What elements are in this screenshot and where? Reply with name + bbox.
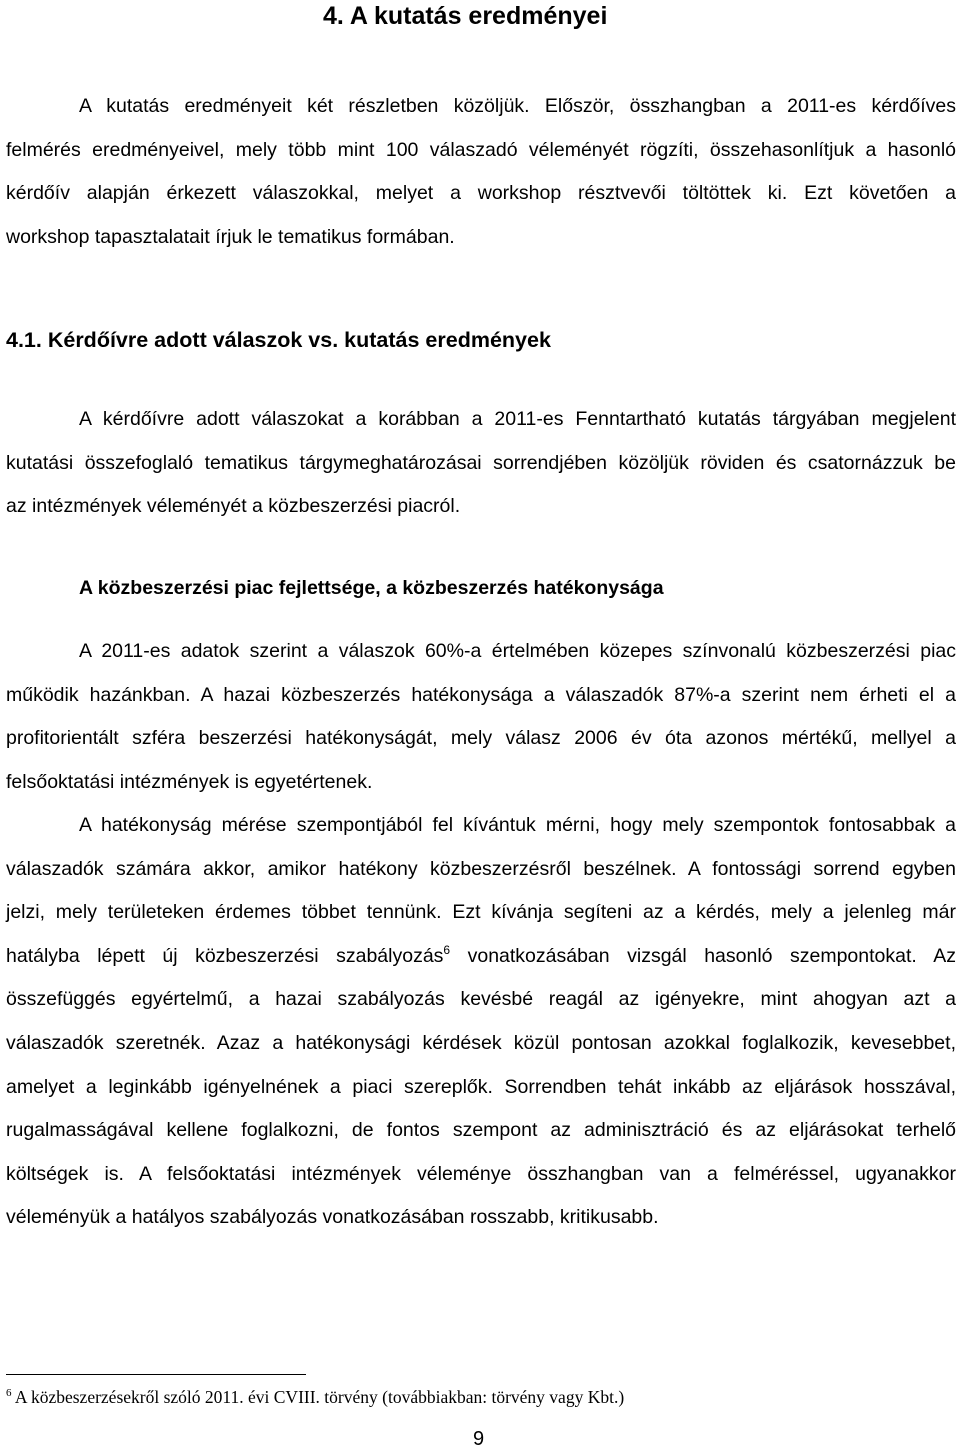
intro-paragraph xyxy=(6,85,956,259)
text-line: az intézmények véleményét a közbeszerzési piacról. xyxy=(6,495,461,518)
footnote-separator xyxy=(6,1374,306,1375)
text-line: A kutatás eredményeit két részletben közöljük. Először, összhangban a 2011-es kérdőíves xyxy=(79,95,956,117)
text-line: felmérés eredményeivel, mely több mint 100 válaszadó véleményét rögzíti, összehasonlítjuk a hasonló xyxy=(6,138,956,161)
footnote xyxy=(6,1383,624,1411)
footnote-reference[interactable]: 6 xyxy=(443,942,451,957)
text-line: jelzi, mely területeken érdemes többet tennünk. Ezt kívánja segíteni az a kérdés, mely a jelenleg már xyxy=(6,901,956,924)
text-line: A 2011-es adatok szerint a válaszok 60%-a értelmében közepes színvonalú közbeszerzési piac xyxy=(79,640,956,662)
text-line: A kérdőívre adott válaszokat a korábban a 2011-es Fenntartható kutatás tárgyában megjelent xyxy=(79,408,956,430)
market-paragraph xyxy=(6,630,956,804)
section-paragraph xyxy=(6,398,956,529)
text-line: válaszadók számára akkor, amikor hatékony közbeszerzésről beszélnek. A fontossági sorrend egyben xyxy=(6,857,956,880)
footnote-mark: 6 xyxy=(6,1387,12,1399)
text-line: amelyet a leginkább igényelnének a piaci szereplők. Sorrendben tehát inkább az eljárások hosszával, xyxy=(6,1075,956,1098)
text-line: véleményük a hatályos szabályozás vonatkozásában rosszabb, kritikusabb. xyxy=(6,1206,659,1229)
text-line: összefüggés egyértelmű, a hazai szabályozás kevésbé reagál az igényekre, mint ahogyan azt a xyxy=(6,988,956,1011)
text-line: válaszadók szeretnék. Azaz a hatékonysági kérdések közül pontosan azokkal foglalkozik, kevesebbet, xyxy=(6,1031,956,1054)
subheading: A közbeszerzési piac fejlettsége, a közbeszerzés hatékonysága xyxy=(79,577,664,599)
text-line: A hatékonyság mérése szempontjából fel kívántuk mérni, hogy mely szempontok fontosabbak a xyxy=(79,814,956,836)
text-fragment: vonatkozásában vizsgál hasonló szempontokat. Az xyxy=(450,944,956,967)
footnote-text: A közbeszerzésekről szóló 2011. évi CVIII. törvény (továbbiakban: törvény vagy Kbt.) xyxy=(11,1387,625,1407)
text-line: költségek is. A felsőoktatási intézmények véleménye összhangban van a felméréssel, ugyanakkor xyxy=(6,1162,956,1185)
efficiency-paragraph xyxy=(6,804,956,1240)
text-line xyxy=(6,935,956,979)
text-line: profitorientált szféra beszerzési hatékonyságát, mely válasz 2006 év óta azonos mértékű, mellyel a xyxy=(6,727,956,750)
text-line: rugalmasságával kellene foglalkozni, de fontos szempont az adminisztráció és az eljárásokat terhelő xyxy=(6,1119,956,1142)
text-line: kérdőív alapján érkezett válaszokkal, melyet a workshop résztvevői töltöttek ki. Ezt követően a xyxy=(6,182,956,205)
text-line: workshop tapasztalatait írjuk le tematikus formában. xyxy=(6,225,455,248)
chapter-title: 4. A kutatás eredményei xyxy=(323,2,608,30)
page-number: 9 xyxy=(473,1428,485,1450)
text-fragment: hatályba lépett új közbeszerzési szabályozás xyxy=(6,944,444,967)
text-line: felsőoktatási intézmények is egyetértenek. xyxy=(6,770,373,793)
text-line: működik hazánkban. A hazai közbeszerzés hatékonysága a válaszadók 87%-a szerint nem érheti el a xyxy=(6,683,956,706)
section-title: 4.1. Kérdőívre adott válaszok vs. kutatás eredmények xyxy=(6,328,551,352)
text-line: kutatási összefoglaló tematikus tárgymeghatározásai sorrendjében közöljük röviden és csatornázzuk be xyxy=(6,451,956,474)
